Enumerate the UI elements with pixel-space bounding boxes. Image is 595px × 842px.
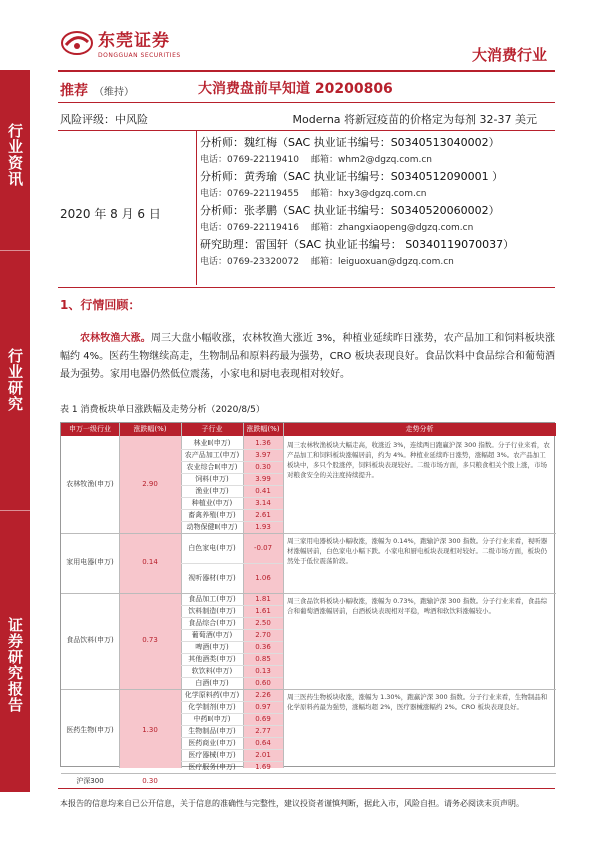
table-row-divider <box>181 665 283 666</box>
benchmark-change: 0.30 <box>142 777 158 785</box>
table-row-divider <box>181 761 283 762</box>
table-row-divider <box>181 449 283 450</box>
sub-industry-name: 化学制剂(申万) <box>188 702 236 711</box>
analyst-name: 分析师：张孝鹏（SAC 执业证书编号：S0340520060002） <box>200 204 500 217</box>
paragraph-body: 周三大盘小幅收涨，农林牧渔大涨近 3%，种植业延续昨日涨势，农产品加工和饲料板块涨幅约 4%。医药生物继续高走，生物制品和原料药最为强势，CRO 板块表现良好。食品饮料中食品综合和葡萄酒最为强势。家用电器仍然低位震荡，小家电和厨电表现相对较好。 <box>60 333 555 380</box>
sub-industry-change: 0.60 <box>255 678 271 687</box>
report-date: 2020 年 8 月 6 日 <box>60 207 161 221</box>
sub-industry-change: 0.30 <box>255 462 271 471</box>
sub-industry-name: 农产品加工(申万) <box>184 450 240 459</box>
sub-industry-name: 白酒(申万) <box>195 678 229 687</box>
industry-change: 0.14 <box>142 558 158 566</box>
sub-industry-change: 1.81 <box>255 594 271 603</box>
table-header-analysis: 走势分析 <box>283 423 556 436</box>
sub-industry-change: 1.06 <box>255 573 271 582</box>
table-group-divider <box>61 533 556 534</box>
sub-industry-name: 白色家电(申万) <box>188 543 236 552</box>
table-row-divider <box>181 641 283 642</box>
table-row-divider <box>181 677 283 678</box>
table-row-divider <box>181 473 283 474</box>
industry-tag: 大消费行业 <box>471 46 547 64</box>
sub-industry-change: 2.77 <box>255 726 271 735</box>
trend-analysis: 周三农林牧渔板块大幅走高，收涨近 3%，连续两日跑赢沪深 300 指数。分子行业来看，农产品加工和饲料板块涨幅居前，约为 4%。种植业延续昨日涨势，涨幅超 3%。农产品加工板块中，多只个股涨停，饲料板块表现较好。二级市场方面，多只粮食相关个股上涨，市场对粮食安全的关注度持续提升。 <box>287 441 550 479</box>
table-row-divider <box>181 605 283 606</box>
sub-industry-change: 3.14 <box>255 498 271 507</box>
table-row-divider <box>181 563 283 564</box>
sub-industry-change: 0.36 <box>255 642 271 651</box>
sidebar-divider <box>0 510 30 511</box>
sub-industry-name: 生物制品(申万) <box>188 726 236 735</box>
divider <box>58 130 555 131</box>
trend-analysis: 周三家用电器板块小幅收涨，涨幅为 0.14%，跑输沪深 300 指数。分子行业来看，视听器材涨幅居前，白色家电小幅下跌。小家电和厨电板块表现相对较好。二级市场方面，板块仍然处于低位震荡阶段。 <box>287 537 548 565</box>
sub-industry-name: 啤酒(申万) <box>195 642 229 651</box>
industry-change: 1.30 <box>142 726 158 734</box>
sub-industry-name: 葡萄酒(申万) <box>191 630 233 639</box>
divider <box>58 102 555 103</box>
sub-industry-name: 视听器材(申万) <box>188 573 236 582</box>
sub-industry-name: 林业Ⅱ(申万) <box>193 438 231 447</box>
sub-industry-name: 农业综合Ⅱ(申万) <box>186 462 238 471</box>
sub-industry-name: 医疗器械(申万) <box>188 750 236 759</box>
sub-industry-change: -0.07 <box>253 543 273 552</box>
sidebar-label-industry-research: 行业研究 <box>6 348 24 412</box>
brand-name-en: DONGGUAN SECURITIES <box>98 52 181 59</box>
analyst-contact <box>200 152 550 168</box>
sub-industry-name: 医疗服务(申万) <box>188 762 236 771</box>
sub-industry-change: 1.61 <box>255 606 271 615</box>
sub-industry-change: 3.99 <box>255 474 271 483</box>
sub-industry-change: 2.70 <box>255 630 271 639</box>
industry-change: 2.90 <box>142 480 158 488</box>
analyst-contact <box>200 220 550 236</box>
table-header-industry: 申万一级行业 <box>61 423 119 436</box>
sub-industry-change: 0.97 <box>255 702 271 711</box>
sub-industry-change: 1.93 <box>255 522 271 531</box>
table-row-divider <box>181 485 283 486</box>
analyst-entry <box>200 236 550 270</box>
rating-note: （维持） <box>94 87 134 98</box>
sub-industry-change: 0.13 <box>255 666 271 675</box>
sub-industry-name: 畜禽养殖(申万) <box>188 510 236 519</box>
analyst-list <box>200 134 550 270</box>
footer-divider <box>58 788 555 789</box>
sidebar-divider <box>0 250 30 251</box>
table-grid-line <box>283 423 284 768</box>
brand-name-cn: 东莞证券 <box>98 31 170 51</box>
sub-industry-name: 渔业(申万) <box>195 486 229 495</box>
analyst-phone: 电话：0769-22119410 <box>200 155 299 165</box>
analyst-phone: 电话：0769-22119455 <box>200 189 299 199</box>
table-group-divider <box>61 773 556 774</box>
table-row-divider <box>181 617 283 618</box>
header-divider <box>58 70 555 72</box>
table-header-change: 涨跌幅(%) <box>119 423 181 436</box>
sub-industry-name: 中药Ⅱ(申万) <box>193 714 231 723</box>
analyst-email[interactable]: 邮箱：zhangxiaopeng@dgzq.com.cn <box>310 223 474 233</box>
table-group-divider <box>61 689 556 690</box>
industry-name: 农林牧渔(申万) <box>66 480 114 488</box>
table-row-divider <box>181 701 283 702</box>
trend-analysis: 周三医药生物板块收涨，涨幅为 1.30%，跑赢沪深 300 指数。分子行业来看，生物制品和化学原料药最为强势，涨幅均超 2%，医疗器械涨幅约 2%。CRO 板块表现良好。 <box>287 693 548 711</box>
sub-industry-change: 0.85 <box>255 654 271 663</box>
sub-industry-name: 饮料制造(申万) <box>188 606 236 615</box>
brand-mark-icon <box>60 30 94 56</box>
report-subtitle: Moderna 将新冠疫苗的价格定为每剂 32-37 美元 <box>292 113 537 126</box>
brand-logo <box>60 26 181 59</box>
industry-name: 医药生物(申万) <box>66 726 114 734</box>
report-title: 大消费盘前早知道 20200806 <box>198 81 393 97</box>
table-header-sub-industry: 子行业 <box>181 423 243 436</box>
analyst-email[interactable]: 邮箱：hxy3@dgzq.com.cn <box>310 189 427 199</box>
analyst-name: 分析师：黄秀瑜（SAC 执业证书编号：S0340512090001 ） <box>200 170 504 183</box>
sub-industry-change: 1.36 <box>255 438 271 447</box>
analyst-phone: 电话：0769-22119416 <box>200 223 299 233</box>
analyst-entry <box>200 168 550 202</box>
rating-label: 推荐 <box>60 83 88 99</box>
sub-industry-name: 种植业(申万) <box>191 498 233 507</box>
sub-industry-name: 其他酒类(申万) <box>188 654 236 663</box>
table-row-divider <box>181 521 283 522</box>
trend-analysis: 周三食品饮料板块小幅收涨，涨幅为 0.73%，跑输沪深 300 指数。分子行业来看，食品综合和葡萄酒涨幅居前，白酒板块表现相对平稳，啤酒和软饮料涨幅较小。 <box>287 597 548 615</box>
rating <box>60 80 134 100</box>
table-row-divider <box>181 725 283 726</box>
table-row-divider <box>181 629 283 630</box>
table-row-divider <box>181 653 283 654</box>
sidebar <box>0 70 30 792</box>
table-header-sub-change: 涨跌幅(%) <box>243 423 283 436</box>
market-review-paragraph <box>60 330 555 384</box>
disclaimer: 本报告的信息均来自已公开信息，关于信息的准确性与完整性，建议投资者谨慎判断，据此入市，风险自担。请务必阅读末页声明。 <box>60 799 524 808</box>
sub-industry-name: 动物保健Ⅱ(申万) <box>186 522 238 531</box>
table-grid-line <box>119 423 120 768</box>
industry-name: 食品饮料(申万) <box>66 636 114 644</box>
sub-industry-change: 0.41 <box>255 486 271 495</box>
sub-industry-name: 饲料(申万) <box>195 474 229 483</box>
table-row-divider <box>181 509 283 510</box>
sub-industry-name: 化学原料药(申万) <box>184 690 240 699</box>
sidebar-label-securities-report: 证券研究报告 <box>6 617 24 713</box>
sub-industry-change: 2.50 <box>255 618 271 627</box>
table-row-divider <box>181 737 283 738</box>
analyst-name: 研究助理：雷国轩（SAC 执业证书编号： S0340119070037） <box>200 238 515 251</box>
risk-rating: 风险评级：中风险 <box>60 113 148 126</box>
analyst-entry <box>200 202 550 236</box>
analyst-phone: 电话：0769-23320072 <box>200 257 299 267</box>
vertical-divider <box>196 130 197 285</box>
analyst-entry <box>200 134 550 168</box>
table-group-divider <box>61 593 556 594</box>
table-row-divider <box>181 461 283 462</box>
sub-industry-change: 2.61 <box>255 510 271 519</box>
sub-industry-name: 医药商业(申万) <box>188 738 236 747</box>
sub-industry-change: 3.97 <box>255 450 271 459</box>
sub-industry-change: 2.26 <box>255 690 271 699</box>
sub-industry-name: 食品加工(申万) <box>188 594 236 603</box>
sector-performance-table <box>60 422 555 785</box>
sidebar-label-industry-news: 行业资讯 <box>6 123 24 187</box>
sub-industry-name: 食品综合(申万) <box>188 618 236 627</box>
table-title: 表 1 消费板块单日涨跌幅及走势分析（2020/8/5） <box>60 405 265 415</box>
divider <box>58 287 555 288</box>
benchmark-name: 沪深300 <box>76 777 104 785</box>
table-row-divider <box>181 713 283 714</box>
table-row-divider <box>181 749 283 750</box>
sub-industry-name: 软饮料(申万) <box>191 666 233 675</box>
table-row-divider <box>181 497 283 498</box>
industry-name: 家用电器(申万) <box>66 558 114 566</box>
analyst-email[interactable]: 邮箱：whm2@dgzq.com.cn <box>310 155 432 165</box>
sub-industry-change: 2.01 <box>255 750 271 759</box>
sub-industry-change: 0.69 <box>255 714 271 723</box>
analyst-email[interactable]: 邮箱：leiguoxuan@dgzq.com.cn <box>310 257 454 267</box>
analyst-contact <box>200 254 550 270</box>
sub-industry-change: 0.64 <box>255 738 271 747</box>
sub-industry-change: 1.69 <box>255 762 271 771</box>
analyst-name: 分析师：魏红梅（SAC 执业证书编号：S0340513040002） <box>200 136 500 149</box>
section-title: 1、行情回顾： <box>60 298 141 312</box>
industry-change: 0.73 <box>142 636 158 644</box>
analyst-contact <box>200 186 550 202</box>
paragraph-lead: 农林牧渔大涨。 <box>80 333 151 344</box>
